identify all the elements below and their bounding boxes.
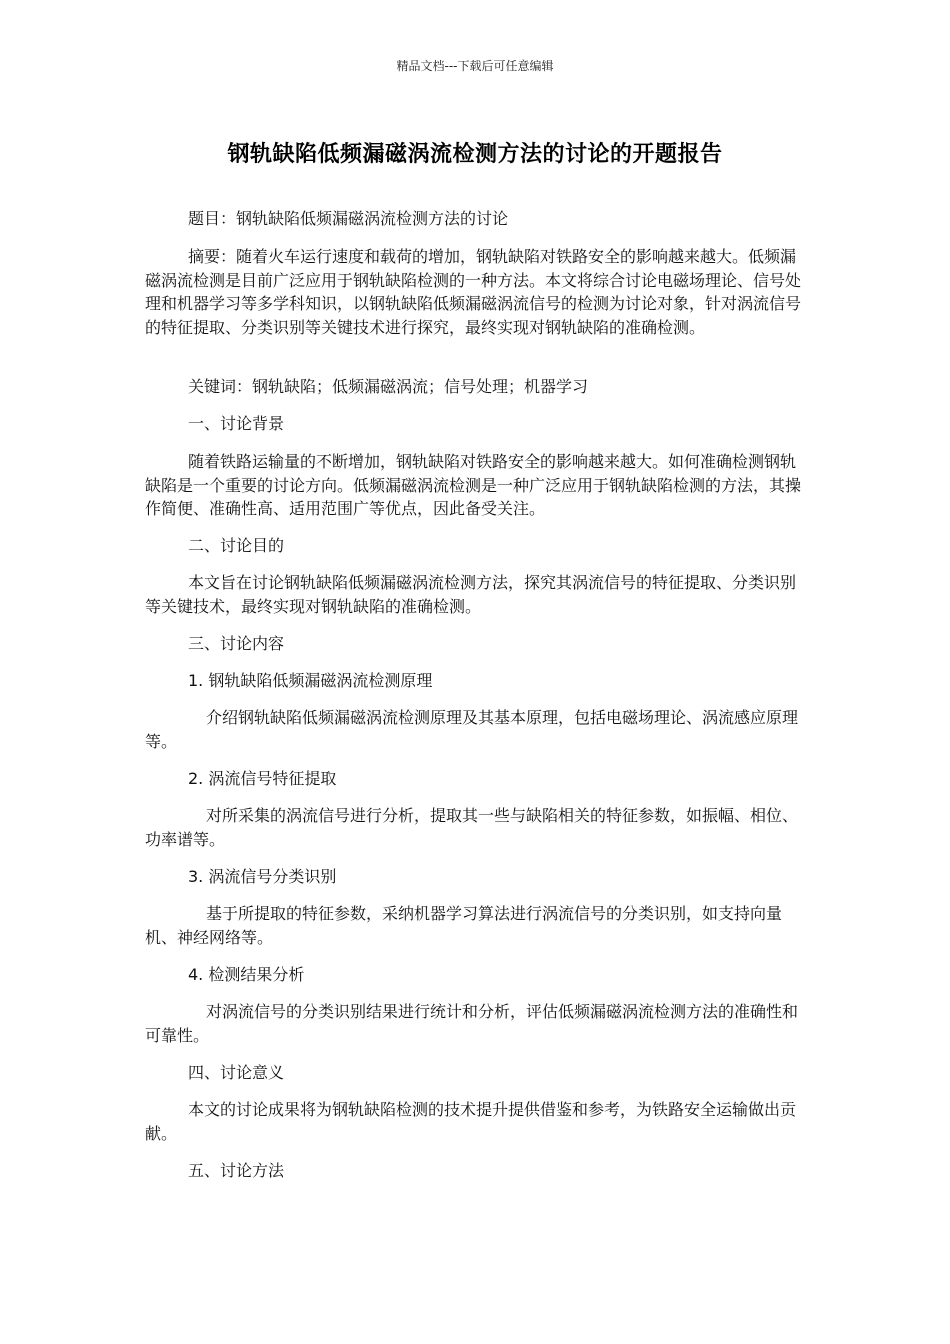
content-item-heading: 1. 钢轨缺陷低频漏磁涡流检测原理 xyxy=(188,671,433,690)
content-item-heading: 3. 涡流信号分类识别 xyxy=(188,867,337,886)
content-item-text: 对所采集的涡流信号进行分析，提取其一些与缺陷相关的特征参数，如振幅、相位、功率谱等。 xyxy=(145,806,799,849)
section-heading-background: 一、讨论背景 xyxy=(188,414,285,433)
section-heading-method: 五、讨论方法 xyxy=(188,1161,285,1180)
section-heading-purpose: 二、讨论目的 xyxy=(188,536,285,555)
header-note: 精品文档---下载后可任意编辑 xyxy=(396,59,554,73)
content-item-text: 基于所提取的特征参数，采纳机器学习算法进行涡流信号的分类识别，如支持向量机、神经网络等。 xyxy=(145,904,783,947)
content-item-text: 对涡流信号的分类识别结果进行统计和分析，评估低频漏磁涡流检测方法的准确性和可靠性。 xyxy=(145,1002,799,1045)
subject-line: 题目：钢轨缺陷低频漏磁涡流检测方法的讨论 xyxy=(188,209,509,228)
section-heading-significance: 四、讨论意义 xyxy=(188,1063,285,1082)
content-item-text: 介绍钢轨缺陷低频漏磁涡流检测原理及其基本原理，包括电磁场理论、涡流感应原理等。 xyxy=(145,708,799,751)
keywords-line: 关键词：钢轨缺陷；低频漏磁涡流；信号处理；机器学习 xyxy=(188,377,589,396)
section-heading-content: 三、讨论内容 xyxy=(188,634,285,653)
document-title: 钢轨缺陷低频漏磁涡流检测方法的讨论的开题报告 xyxy=(227,142,723,167)
content-item-heading: 4. 检测结果分析 xyxy=(188,965,305,984)
significance-paragraph: 本文的讨论成果将为钢轨缺陷检测的技术提升提供借鉴和参考，为铁路安全运输做出贡献。 xyxy=(145,1100,797,1143)
abstract-paragraph: 摘要：随着火车运行速度和载荷的增加，钢轨缺陷对铁路安全的影响越来越大。低频漏磁涡流检测是目前广泛应用于钢轨缺陷检测的一种方法。本文将综合讨论电磁场理论、信号处理和机器学习等多学科知识，以钢轨缺陷低频漏磁涡流信号的检测为讨论对象，针对涡流信号的特征提取、分类识别等关键技术进行探究，最终实现对钢轨缺陷的准确检测。 xyxy=(145,247,802,337)
purpose-paragraph: 本文旨在讨论钢轨缺陷低频漏磁涡流检测方法，探究其涡流信号的特征提取、分类识别等关键技术，最终实现对钢轨缺陷的准确检测。 xyxy=(145,573,797,616)
content-item-heading: 2. 涡流信号特征提取 xyxy=(188,769,337,788)
background-paragraph: 随着铁路运输量的不断增加，钢轨缺陷对铁路安全的影响越来越大。如何准确检测钢轨缺陷是一个重要的讨论方向。低频漏磁涡流检测是一种广泛应用于钢轨缺陷检测的方法，其操作简便、准确性高、适用范围广等优点，因此备受关注。 xyxy=(145,452,802,518)
